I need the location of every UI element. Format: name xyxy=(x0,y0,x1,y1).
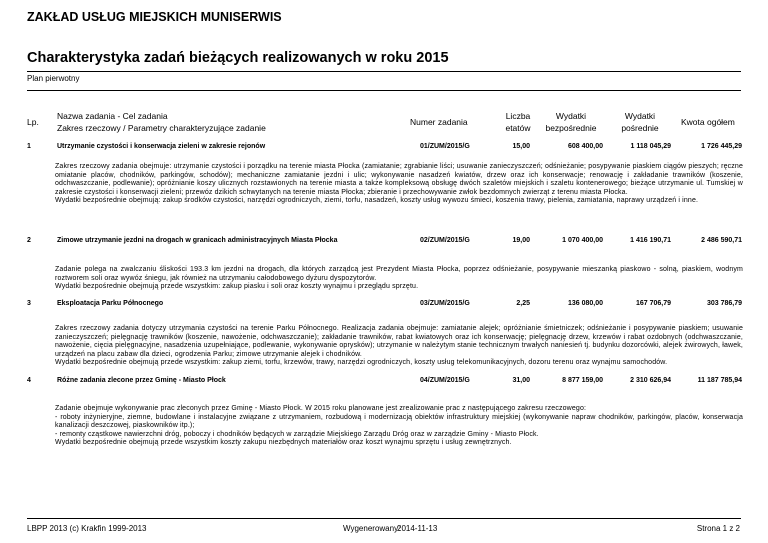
header-rule xyxy=(27,90,741,91)
row-direct: 8 877 159,00 xyxy=(562,377,603,384)
row-indirect: 2 310 626,94 xyxy=(630,377,671,384)
row-direct: 1 070 400,00 xyxy=(562,237,603,244)
description-paragraph: Wydatki bezpośrednie obejmują: zakup środków czystości, narzędzi ogrodniczych, ziemi, torfu, nasadzeń, koszty usług wywozu śmieci, koszenia trawy, pielenia, zamiatania, naprawy urządzeń i inne. xyxy=(55,197,699,205)
col-indirect-line2: pośrednie xyxy=(621,123,659,133)
footer-copyright: LBPP 2013 (c) Krakfin 1999-2013 xyxy=(27,524,147,533)
footer-rule xyxy=(27,518,741,519)
col-name-line2: Zakres rzeczowy / Parametry charakteryzujące zadanie xyxy=(57,123,266,133)
row-lp: 4 xyxy=(27,377,31,384)
col-direct-line2: bezpośrednie xyxy=(545,123,597,133)
row-name: Eksploatacja Parku Północnego xyxy=(57,300,164,307)
row-description xyxy=(55,325,743,368)
row-description xyxy=(55,405,743,448)
row-number: 04/ZUM/2015/G xyxy=(420,377,470,384)
row-jobs: 19,00 xyxy=(512,237,530,244)
page-title: Charakterystyka zadań bieżących realizowanych w roku 2015 xyxy=(27,50,449,66)
row-description xyxy=(55,163,743,206)
col-indirect xyxy=(612,110,668,134)
col-direct xyxy=(538,110,604,134)
description-paragraph: Zakres rzeczowy zadania dotyczy utrzymania czystości na terenie Parku Północnego. Realizacja zadania obejmuje: zamiatanie alejek; opróżnianie śmietniczek; odśnieżanie i posypywanie piaskiem; usuwanie zanieczyszczeń; pielęgnację trawników (koszenie, nawożenie, odchwaszczanie); zakładanie trawników, rabat kwiatowych oraz ich konserwację; pielęgnację drzew, krzewów i rabat ozdobnych (odchwaszczanie, nawożenie, cięcia pielęgnacyjne, nasadzenia uzupełniające, podlewanie, wykonywanie oprysków); utrzymanie w należytym stanie technicznym trwałych naniesień tj. budynku dozorcówki, alejek żwirowych, ławek, urządzeń na placu zabaw dla dzieci, ogrodzenia Parku; zimowe utrzymanie alejek i chodników. xyxy=(55,325,743,358)
title-rule xyxy=(27,71,741,72)
row-number: 02/ZUM/2015/G xyxy=(420,237,470,244)
row-name: Różne zadania zlecone przez Gminę - Miasto Płock xyxy=(57,377,226,384)
description-paragraph: Wydatki bezpośrednie obejmują przede wszystkim koszty zakupu niezbędnych materiałów oraz koszt wynajmu sprzętu i usług zewnętrznych. xyxy=(55,439,512,447)
row-total: 1 726 445,29 xyxy=(701,143,742,150)
row-total: 303 786,79 xyxy=(706,300,742,307)
row-lp: 1 xyxy=(27,143,31,150)
description-paragraph: Zadanie polega na zwalczaniu śliskości 193.3 km jezdni na drogach, dla których zarządcą jest Prezydent Miasta Płocka, poprzez odśnieżanie, posypywanie mieszanką piaskowo - solną, piaskiem, wodnym roztworem soli oraz wywóz śniegu, jak również na utrzymaniu całodobowego dyżuru dyspozytorów. xyxy=(55,266,743,282)
description-paragraph: Wydatki bezpośrednie obejmują przede wszystkim: zakup piasku i soli oraz koszty wynajmu i przeglądu sprzętu. xyxy=(55,283,419,291)
col-total: Kwota ogółem xyxy=(681,117,735,127)
row-jobs: 15,00 xyxy=(512,143,530,150)
col-lp: Lp. xyxy=(27,117,39,127)
row-indirect: 1 416 190,71 xyxy=(630,237,671,244)
row-direct: 136 080,00 xyxy=(567,300,603,307)
row-lp: 2 xyxy=(27,237,31,244)
row-total: 2 486 590,71 xyxy=(701,237,742,244)
row-description xyxy=(55,266,743,292)
col-number: Numer zadania xyxy=(410,117,468,127)
plan-label: Plan pierwotny xyxy=(27,74,80,83)
row-lp: 3 xyxy=(27,300,31,307)
row-jobs: 31,00 xyxy=(512,377,530,384)
row-name: Zimowe utrzymanie jezdni na drogach w granicach administracyjnych Miasta Płocka xyxy=(57,237,338,244)
col-name xyxy=(57,110,266,134)
footer-generated-date: 2014-11-13 xyxy=(397,524,438,533)
col-jobs-line1: Liczba xyxy=(505,111,531,121)
organization-name: ZAKŁAD USŁUG MIEJSKICH MUNISERWIS xyxy=(27,10,282,24)
row-indirect: 1 118 045,29 xyxy=(630,143,671,150)
description-paragraph: Zadanie obejmuje wykonywanie prac zleconych przez Gminę - Miasto Płock. W 2015 roku planowane jest zrealizowanie prac z następującego zakresu rzeczowego: xyxy=(55,405,587,412)
col-direct-line1: Wydatki xyxy=(555,111,587,121)
col-indirect-line1: Wydatki xyxy=(624,111,656,121)
row-number: 01/ZUM/2015/G xyxy=(420,143,470,150)
page-number: Strona 1 z 2 xyxy=(696,524,740,533)
row-direct: 608 400,00 xyxy=(567,143,603,150)
row-name: Utrzymanie czystości i konserwacja zieleni w zakresie rejonów xyxy=(57,143,266,150)
row-indirect: 167 706,79 xyxy=(635,300,671,307)
col-jobs-line2: etatów xyxy=(505,123,531,133)
row-number: 03/ZUM/2015/G xyxy=(420,300,470,307)
row-total: 11 187 785,94 xyxy=(697,377,742,384)
description-paragraph: - roboty inżynieryjne, ziemne, budowlane i instalacyjne związane z utrzymaniem, rozbudową i modernizacją obiektów infrastruktury miejskiej (wykonywanie napraw chodników, parkingów, placów, konserwacja kanalizacji deszczowej, piaskowników itp.); xyxy=(55,413,743,430)
description-paragraph: Zakres rzeczowy zadania obejmuje: utrzymanie czystości i porządku na terenie miasta Płocka (zamiatanie; zgrabianie liści; usuwanie zanieczyszczeń; odśnieżanie; posypywanie piaskiem ciągów pieszych; ręczne omiatanie placów, chodników, parkingów, schodów); mechaniczne zamiatanie jezdni i ulic; wykonywanie nasadzeń kwiatów, drzew oraz ich konserwacje; renowację i zakładanie trawników (koszenie, odchwaszczanie, podlewanie); opróżnianie koszy ulicznych rozstawionych na terenie miasta a także kompleksową obsługę dwóch szaletów miejskich i szaletu kontenerowego; bieżące utrzymanie ul. Tumskiej w zakresie czystości i konserwacji zieleni; przewóz dzikich schwytanych na terenie miasta Płocka; zbieranie i przechowywanie zwłok bezdomnych zwierząt z terenu miasta Płocka. xyxy=(55,163,743,196)
footer-generated-label: Wygenerowany: xyxy=(343,524,401,533)
description-paragraph: Wydatki bezpośrednie obejmują przede wszystkim: zakup ziemi, torfu, krzewów, trawy, narzędzi ogrodniczych, koszty usług telekomunikacyjnych, dozoru terenu oraz wynajmu samochodów. xyxy=(55,359,668,367)
description-paragraph: - remonty cząstkowe nawierzchni dróg, poboczy i chodników będących w zarządzie Miejskiego Zarządu Dróg oraz w zarządzie Gminy - Miasto Płock. xyxy=(55,430,539,438)
row-jobs: 2,25 xyxy=(516,300,530,307)
col-name-line1: Nazwa zadania - Cel zadania xyxy=(57,111,168,121)
col-jobs xyxy=(495,110,541,134)
